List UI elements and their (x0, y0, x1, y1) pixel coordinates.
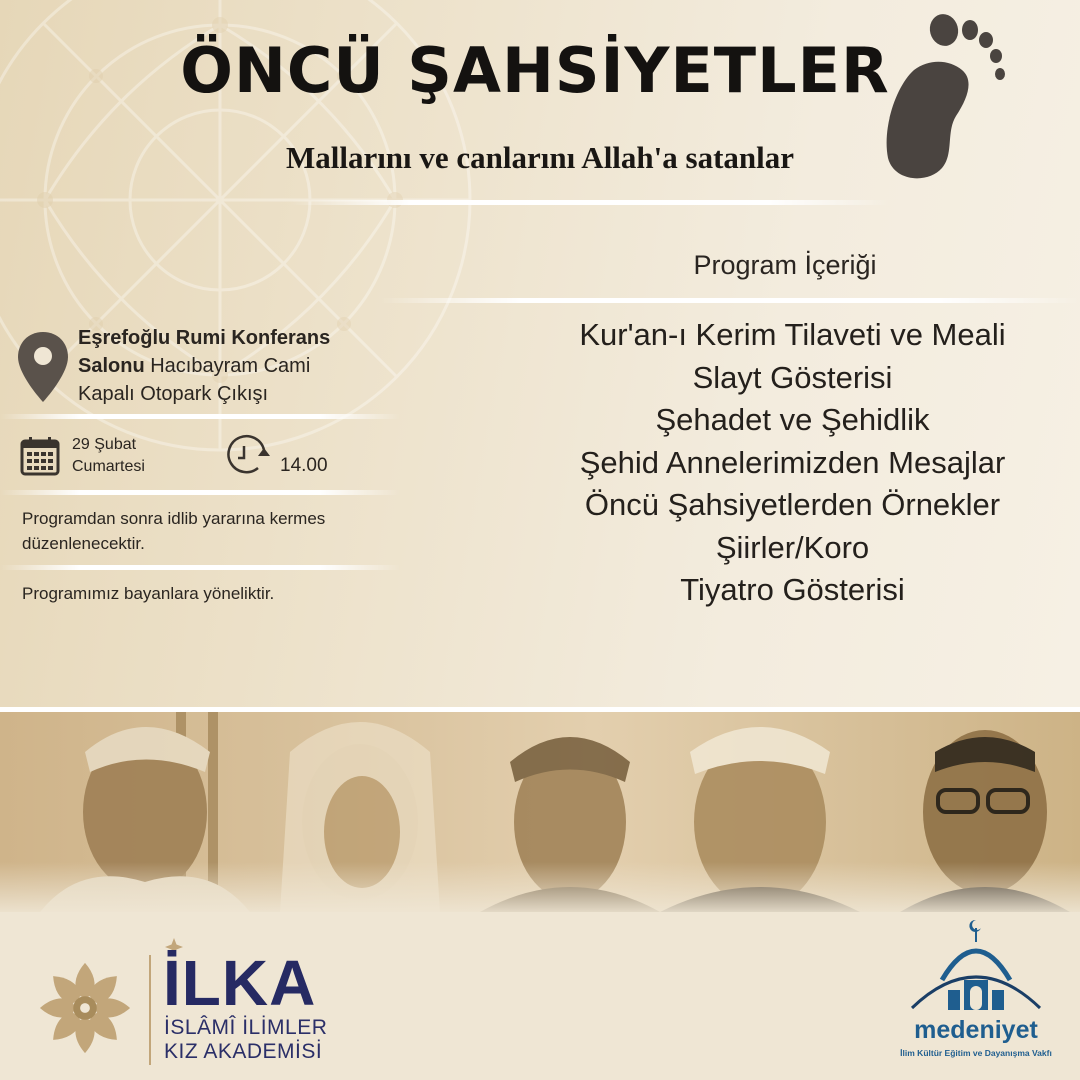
program-item: Öncü Şahsiyetlerden Örnekler (584, 487, 1001, 522)
page-subtitle: Mallarını ve canlarını Allah'a satanlar (285, 140, 795, 175)
location-pin-icon (16, 330, 70, 404)
program-item: Şiirler/Koro (715, 529, 870, 565)
medeniyet-subtitle: İlim Kültür Eğitim ve Dayanışma Vakfı (900, 1048, 1052, 1058)
medeniyet-logo-text: medeniyet (914, 1016, 1038, 1044)
program-item: Şehid Annelerimizden Mesajlar (579, 444, 1006, 480)
kermes-note: Programdan sonra idlib yararına kermes düzenlenecektir. (22, 509, 326, 553)
portrait-strip (0, 712, 1080, 912)
ilka-subtitle-line2: KIZ AKADEMİSİ (164, 1040, 323, 1063)
program-item: Şehadet ve Şehidlik (655, 402, 930, 437)
ilka-divider (149, 955, 151, 1065)
program-item: Tiyatro Gösterisi (680, 572, 905, 607)
divider-top (290, 200, 890, 205)
ilka-logo-text: İLKA (163, 947, 317, 1019)
divider-date (0, 490, 400, 495)
program-item: Slayt Gösterisi (692, 359, 893, 395)
event-date-weekday: Cumartesi (72, 458, 145, 475)
venue-text (78, 324, 368, 408)
ilka-emblem-icon (36, 958, 134, 1058)
ilka-subtitle-line1: İSLÂMÎ İLİMLER (164, 1016, 328, 1039)
divider-venue (0, 414, 400, 419)
page-title: ÖNCÜ ŞAHSİYETLER (180, 34, 890, 107)
program-title: Program İçeriği (693, 250, 877, 280)
portrait-silhouettes (0, 712, 1080, 912)
footprint-icon (876, 8, 1016, 188)
calendar-icon (20, 436, 60, 476)
venue-address: Hacıbayram Cami Kapalı Otopark Çıkışı (78, 355, 311, 405)
ilka-subtitle (164, 1016, 354, 1064)
event-date (72, 434, 212, 478)
event-time: 14.00 (280, 455, 328, 476)
venue-name: Eşrefoğlu Rumi Konferans Salonu (78, 327, 331, 377)
medeniyet-logo-icon (898, 916, 1054, 1016)
audience-note: Programımız bayanlara yöneliktir. (22, 584, 275, 603)
program-item: Kur'an-ı Kerim Tilaveti ve Meali (579, 317, 1006, 352)
clock-icon (224, 434, 272, 476)
divider-notes (0, 565, 400, 570)
program-list (520, 314, 1065, 612)
divider-program (380, 298, 1080, 303)
event-date-day: 29 Şubat (72, 436, 137, 453)
